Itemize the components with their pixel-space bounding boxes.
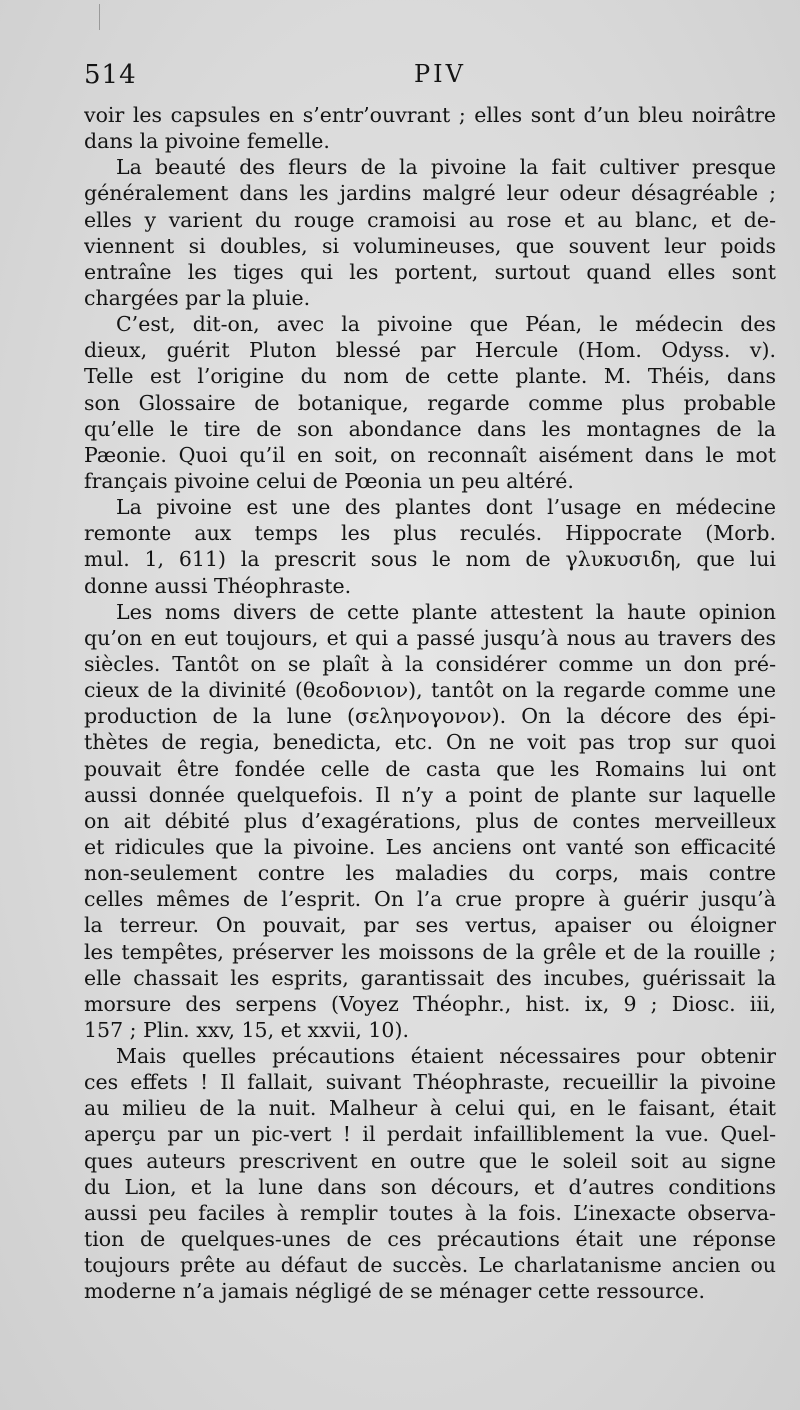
text-line: remonte aux temps les plus reculés. Hippocrate (Morb.	[84, 521, 776, 546]
text-line: La beauté des fleurs de la pivoine la fait cultiver presque	[116, 155, 776, 180]
text-line: cieux de la divinité (θεοδονιον), tantôt on la regarde comme une	[84, 678, 776, 703]
text-line: et ridicules que la pivoine. Les anciens ont vanté son efficacité	[84, 834, 776, 859]
text-line: moderne n’a jamais négligé de se ménager cette ressource.	[84, 1279, 706, 1304]
text-line: Mais quelles précautions étaient nécessaires pour obtenir	[116, 1044, 776, 1069]
body-text	[84, 102, 776, 1304]
text-line: aperçu par un pic-vert ! il perdait infailliblement la vue. Quel-	[84, 1122, 776, 1147]
text-line: 157 ; Plin. xxv, 15, et xxvii, 10).	[84, 1017, 409, 1042]
text-line: ques auteurs prescrivent en outre que le soleil soit au signe	[84, 1148, 776, 1173]
text-line: viennent si doubles, si volumineuses, que souvent leur poids	[84, 233, 776, 258]
text-line: aussi donnée quelquefois. Il n’y a point de plante sur laquelle	[84, 782, 776, 807]
text-line: qu’on en eut toujours, et qui a passé jusqu’à nous au travers des	[84, 625, 776, 650]
text-line: on ait débité plus d’exagérations, plus de contes merveilleux	[84, 808, 776, 833]
text-line: Telle est l’origine du nom de cette plante. M. Théis, dans	[84, 364, 776, 389]
text-line: pouvait être fondée celle de casta que les Romains lui ont	[84, 756, 776, 781]
text-line: au milieu de la nuit. Malheur à celui qui, en le faisant, était	[84, 1096, 776, 1121]
page-header	[84, 60, 774, 90]
page-number: 514	[84, 60, 137, 90]
text-line: C’est, dit-on, avec la pivoine que Péan, le médecin des	[116, 312, 776, 337]
text-line: tion de quelques-unes de ces précautions était une réponse	[84, 1227, 776, 1252]
text-line: ces effets ! Il fallait, suivant Théophraste, recueillir la pivoine	[84, 1070, 776, 1095]
text-line: Les noms divers de cette plante attestent la haute opinion	[116, 599, 776, 624]
text-line: dans la pivoine femelle.	[84, 129, 330, 154]
text-line: La pivoine est une des plantes dont l’usage en médecine	[116, 495, 776, 520]
text-line: toujours prête au défaut de succès. Le charlatanisme ancien ou	[84, 1253, 776, 1278]
running-head: PIV	[414, 60, 466, 88]
text-line: voir les capsules en s’entr’ouvrant ; elles sont d’un bleu noirâtre	[84, 103, 776, 127]
text-line: qu’elle le tire de son abondance dans les montagnes de la	[84, 416, 776, 441]
text-line: donne aussi Théophraste.	[84, 573, 352, 598]
text-line: les tempêtes, préserver les moissons de la grêle et de la rouille ;	[84, 939, 776, 964]
text-line: celles mêmes de l’esprit. On l’a crue propre à guérir jusqu’à	[84, 887, 776, 912]
text-line: son Glossaire de botanique, regarde comme plus probable	[84, 390, 776, 415]
text-line: aussi peu faciles à remplir toutes à la fois. L’inexacte observa-	[84, 1200, 776, 1225]
text-line: la terreur. On pouvait, par ses vertus, apaiser ou éloigner	[84, 913, 776, 938]
text-line: généralement dans les jardins malgré leur odeur désagréable ;	[84, 181, 776, 206]
text-line: chargées par la pluie.	[84, 285, 311, 310]
text-line: non-seulement contre les maladies du corps, mais contre	[84, 861, 776, 886]
text-line: Pæonie. Quoi qu’il en soit, on reconnaît aisément dans le mot	[84, 442, 776, 467]
text-line: mul. 1, 611) la prescrit sous le nom de γλυκυσιδη, que lui	[84, 547, 776, 572]
text-line: elle chassait les esprits, garantissait des incubes, guérissait la	[84, 965, 776, 990]
margin-mark	[99, 4, 100, 30]
text-line: elles y varient du rouge cramoisi au rose et au blanc, et de-	[84, 207, 776, 232]
text-line: thètes de regia, benedicta, etc. On ne voit pas trop sur quoi	[84, 730, 776, 755]
text-line: français pivoine celui de Pœonia un peu altéré.	[84, 468, 574, 493]
text-line: siècles. Tantôt on se plaît à la considérer comme un don pré-	[84, 651, 776, 676]
text-line: dieux, guérit Pluton blessé par Hercule (Hom. Odyss. v).	[84, 338, 776, 363]
text-line: morsure des serpens (Voyez Théophr., hist. ix, 9 ; Diosc. iii,	[84, 991, 776, 1016]
text-line: production de la lune (σεληνογονον). On la décore des épi-	[84, 704, 776, 729]
text-line: entraîne les tiges qui les portent, surtout quand elles sont	[84, 259, 776, 284]
text-line: du Lion, et la lune dans son décours, et d’autres conditions	[84, 1174, 776, 1199]
